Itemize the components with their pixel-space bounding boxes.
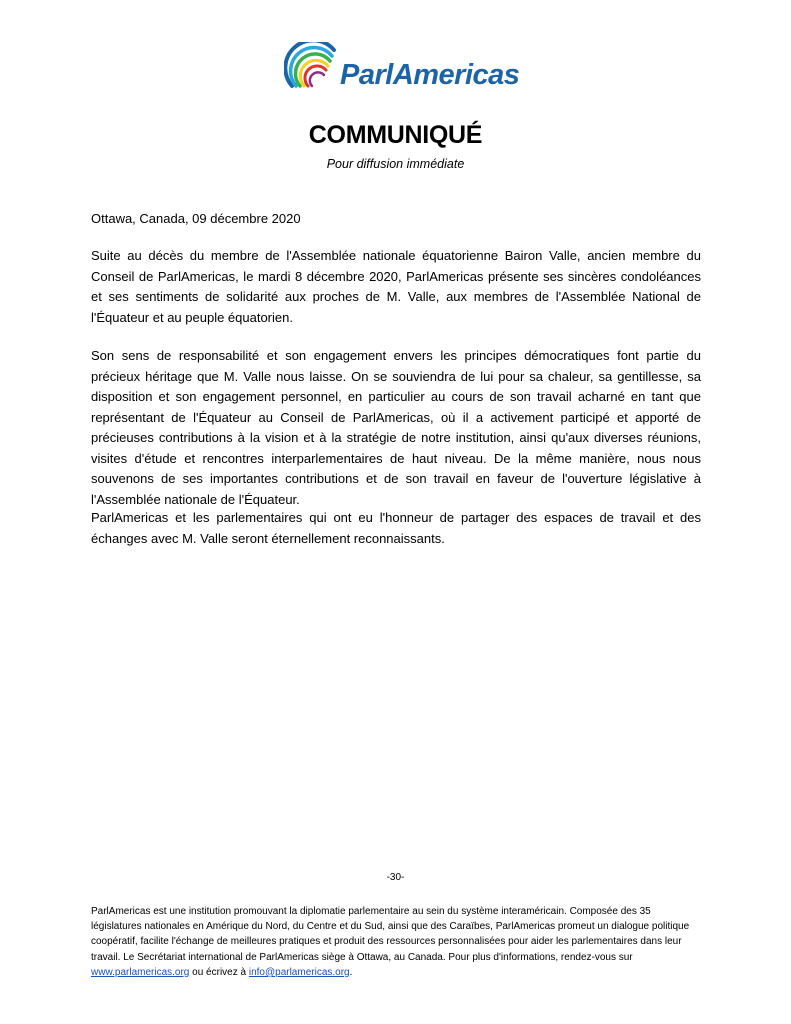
footer-end: . (349, 966, 353, 978)
parlamericas-logo (284, 42, 520, 102)
dateline: Ottawa, Canada, 09 décembre 2020 (91, 211, 301, 226)
body-paragraph-3: ParlAmericas et les parlementaires qui ont eu l'honneur de partager des espaces de travail et des échanges avec M. Valle seront éternellement reconnaissants. (91, 510, 701, 546)
body-paragraph-1: Suite au décès du membre de l'Assemblée nationale équatorienne Bairon Valle, ancien membre du Conseil de ParlAmericas, le mardi 8 décembre 2020, ParlAmericas présente ses sincères condoléances et ses sentiments de solidarité aux proches de M. Valle, aux membres de l'Assemblée National de l'Équateur et au peuple équatorien. (91, 248, 701, 325)
page-number: -30- (386, 872, 405, 883)
email-link[interactable]: info@parlamericas.org (248, 966, 350, 978)
logo-arcs-icon (284, 42, 344, 102)
footer (91, 904, 703, 980)
logo-text: ParlAmericas (340, 59, 520, 91)
page-subtitle: Pour diffusion immédiate (326, 157, 465, 171)
website-link[interactable]: www.parlamericas.org (91, 966, 190, 978)
page-title: COMMUNIQUÉ (308, 121, 483, 149)
footer-connector: ou écrivez à (192, 966, 247, 978)
body-paragraph-2: Son sens de responsabilité et son engagement envers les principes démocratiques font partie du précieux héritage que M. Valle nous laisse. On se souviendra de lui pour sa chaleur, sa gentillesse, sa disposition et son engagement personnel, en particulier au cours de son travail acharné en tant que représentant de l'Équateur au Conseil de ParlAmericas, où il a activement participé et apporté de précieuses contributions à la vision et à la stratégie de notre institution, ainsi qu'aux diverses réunions, visites d'étude et rencontres interparlementaires de haut niveau. De la même manière, nous nous souvenons de ses importantes contributions et de son travail en faveur de l'ouverture législative à l'Assemblée nationale de l'Équateur. (91, 348, 701, 507)
footer-text: ParlAmericas est une institution promouvant la diplomatie parlementaire au sein du système interaméricain. Composée des 35 législatures nationales en Amérique du Nord, du Centre et du Sud, ainsi que des Caraïbes, ParlAmericas promeut un dialogue politique coopératif, facilite l'échange de meilleures pratiques et produit des ressources personnalisées pour aider les parlementaires dans leur travail. Le Secrétariat international de ParlAmericas siège à Ottawa, au Canada. Pour plus d'informations, rendez-vous sur (91, 906, 690, 963)
